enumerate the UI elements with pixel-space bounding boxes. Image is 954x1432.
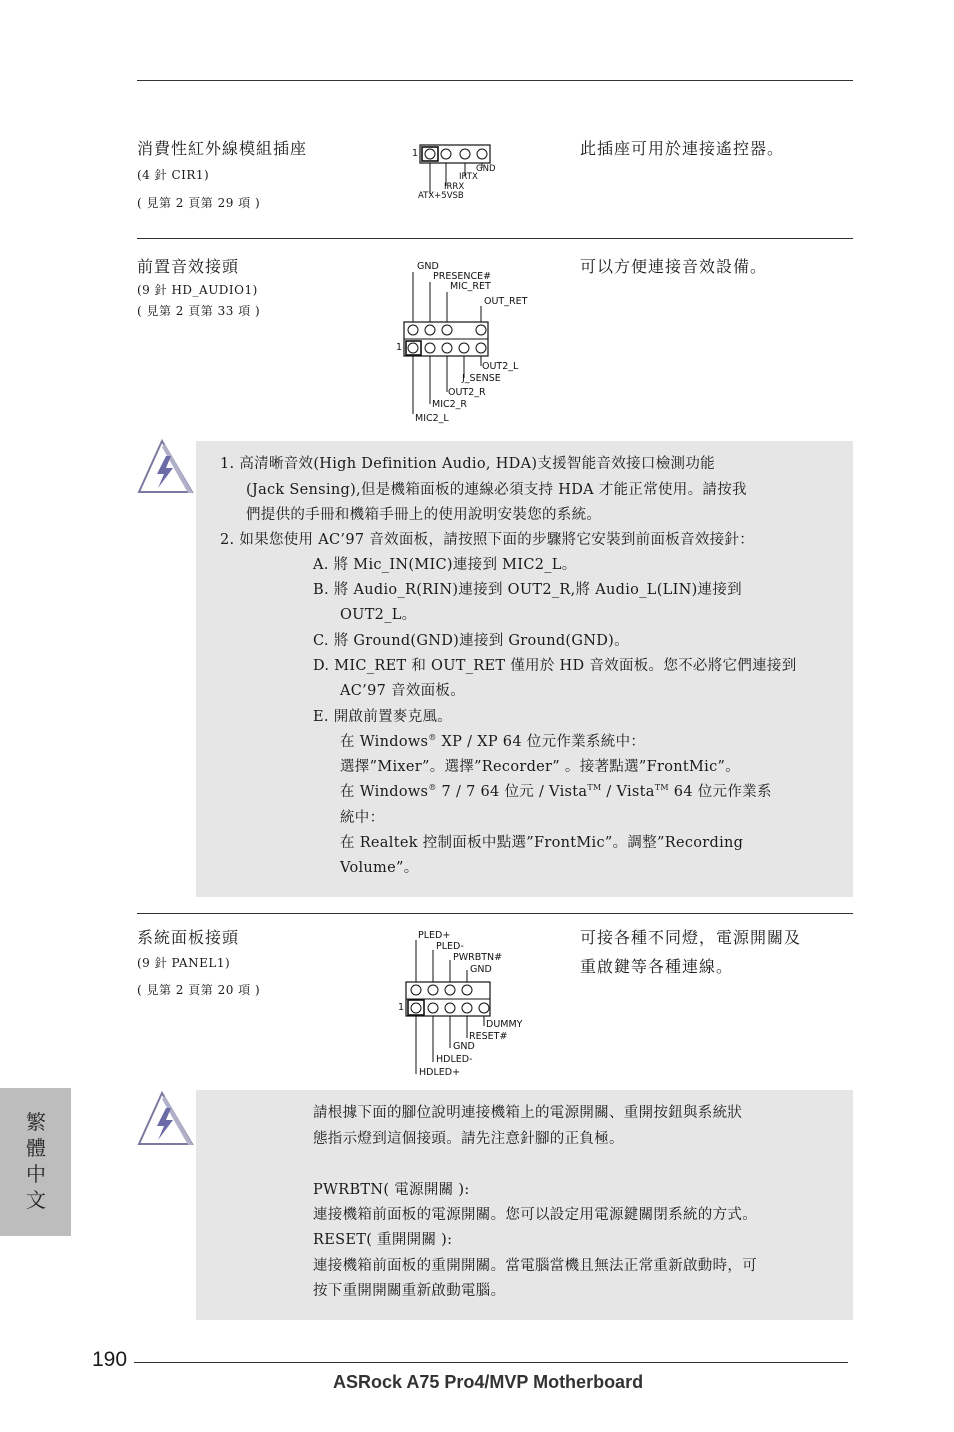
note-step-c: C. 將 Ground(GND)連接到 Ground(GND)。 — [313, 633, 629, 649]
note-line: 態指示燈到這個接頭。請先注意針腳的正負極。 — [313, 1131, 624, 1147]
panel-pin-hdled-plus: HDLED+ — [419, 1067, 461, 1078]
panel-pin-1: 1 — [398, 1002, 405, 1013]
audio-pin-1: 1 — [396, 342, 403, 353]
note-line: OUT2_L。 — [340, 607, 417, 623]
panel-pin-pwrbtn: PWRBTN# — [453, 952, 503, 963]
footer-title: ASRock A75 Pro4/MVP Motherboard — [333, 1372, 644, 1392]
language-side-tab — [0, 1088, 71, 1236]
trademark-mark: TM — [654, 783, 669, 793]
audio-pin-j-sense: J_SENSE — [462, 373, 501, 384]
side-tab-char: 體 — [26, 1136, 46, 1160]
note-line: (Jack Sensing),但是機箱面板的連線必須支持 HDA 才能正常使用。請按我 — [246, 482, 747, 498]
note-step-d: D. MIC_RET 和 OUT_RET 僅用於 HD 音效面板。您不必將它們連接到 — [313, 658, 797, 674]
note-text: 64 位元作業系 — [668, 784, 772, 800]
audio-pin-gnd: GND — [417, 261, 439, 272]
audio-pin-mic-ret: MIC_RET — [450, 281, 491, 292]
panel-pin-reset: RESET# — [469, 1031, 508, 1042]
footer-rule — [134, 1362, 848, 1363]
note-line: PWRBTN( 電源開關 ): — [313, 1182, 470, 1198]
note-line: 2. 如果您使用 AC’97 音效面板，請按照下面的步驟將它安裝到前面板音效接針： — [220, 532, 755, 548]
panel-description: 重啟鍵等各種連線。 — [580, 957, 734, 976]
panel-pin-gnd: GND — [453, 1041, 475, 1052]
audio-pin-out2-l: OUT2_L — [482, 361, 519, 372]
note-text: XP / XP 64 位元作業系統中： — [436, 734, 646, 750]
side-tab-char: 中 — [26, 1162, 46, 1186]
audio-description: 可以方便連接音效設備。 — [580, 257, 768, 276]
panel-page-ref: ( 見第 2 頁第 20 項 ) — [137, 983, 261, 997]
note-line: 按下重開開關重新啟動電腦。 — [313, 1283, 506, 1299]
audio-title: 前置音效接頭 — [137, 257, 240, 276]
panel-pin-dummy: DUMMY — [486, 1019, 523, 1030]
panel-pin-pled-minus: PLED- — [436, 941, 464, 952]
note-step-b: B. 將 Audio_R(RIN)連接到 OUT2_R,將 Audio_L(LIN)連接到 — [313, 582, 742, 598]
side-tab-char: 繁 — [26, 1110, 46, 1134]
note-text: 7 / 7 64 位元 / Vista — [436, 784, 588, 800]
cir-pin-irtx: IRTX — [459, 172, 478, 182]
cir-pin-gnd: GND — [476, 164, 496, 174]
note-line: 在 Realtek 控制面板中點選”FrontMic”。調整”Recording — [340, 835, 744, 851]
audio-pin-out2-r: OUT2_R — [448, 387, 486, 398]
note-text: 在 Windows — [340, 734, 429, 750]
registered-mark: ® — [428, 783, 437, 793]
note-line: 連接機箱前面板的電源開關。您可以設定用電源鍵關閉系統的方式。 — [313, 1207, 757, 1223]
note-line: 請根據下面的腳位說明連接機箱上的電源開關、重開按鈕與系統狀 — [313, 1105, 743, 1121]
note-line: AC’97 音效面板。 — [340, 683, 466, 699]
warning-icon — [136, 1090, 196, 1148]
audio-pin-mic2-l: MIC2_L — [415, 413, 449, 424]
note-line: 統中： — [340, 810, 385, 826]
side-tab-char: 文 — [26, 1188, 46, 1212]
note-line: RESET( 重開開關 ): — [313, 1232, 453, 1248]
panel-pin-hdled-minus: HDLED- — [436, 1054, 473, 1065]
note-line: Volume”。 — [340, 860, 419, 876]
panel-description: 可接各種不同燈，電源開關及 — [580, 928, 802, 947]
panel-pin-pled-plus: PLED+ — [418, 930, 451, 941]
audio-pin-out-ret: OUT_RET — [484, 296, 528, 307]
note-line: 連接機箱前面板的重開開關。當電腦當機且無法正常重新啟動時，可 — [313, 1258, 757, 1274]
panel-pin-gnd: GND — [470, 964, 492, 975]
note-text: 在 Windows — [340, 784, 429, 800]
cir-subtitle: (4 針 CIR1) — [137, 168, 210, 182]
note-text: / Vista — [601, 784, 655, 800]
trademark-mark: TM — [587, 783, 602, 793]
cir-description: 此插座可用於連接遙控器。 — [580, 139, 785, 158]
audio-page-ref: ( 見第 2 頁第 33 項 ) — [137, 304, 261, 318]
cir-page-ref: ( 見第 2 頁第 29 項 ) — [137, 196, 261, 210]
audio-pin-mic2-r: MIC2_R — [432, 399, 468, 410]
registered-mark: ® — [428, 733, 437, 743]
cir-pin-atx5vsb: ATX+5VSB — [418, 191, 464, 201]
note-line: 1. 高清晰音效(High Definition Audio, HDA)支援智能音效接口檢測功能 — [220, 456, 715, 472]
cir-pin-irrx: IRRX — [444, 182, 465, 192]
page-number: 190 — [92, 1348, 128, 1371]
panel-title: 系統面板接頭 — [137, 928, 240, 947]
audio-subtitle: (9 針 HD_AUDIO1) — [137, 283, 258, 297]
note-line: 選擇”Mixer”。選擇”Recorder” 。接著點選”FrontMic”。 — [340, 759, 741, 775]
audio-pin-presence: PRESENCE# — [433, 271, 492, 282]
note-line: 們提供的手冊和機箱手冊上的使用說明安裝您的系統。 — [246, 507, 602, 523]
note-step-e: E. 開啟前置麥克風。 — [313, 709, 453, 725]
panel-subtitle: (9 針 PANEL1) — [137, 956, 231, 970]
note-step-a: A. 將 Mic_IN(MIC)連接到 MIC2_L。 — [313, 557, 577, 573]
cir-pin-1: 1 — [412, 148, 419, 159]
cir-title: 消費性紅外線模組插座 — [137, 139, 308, 158]
